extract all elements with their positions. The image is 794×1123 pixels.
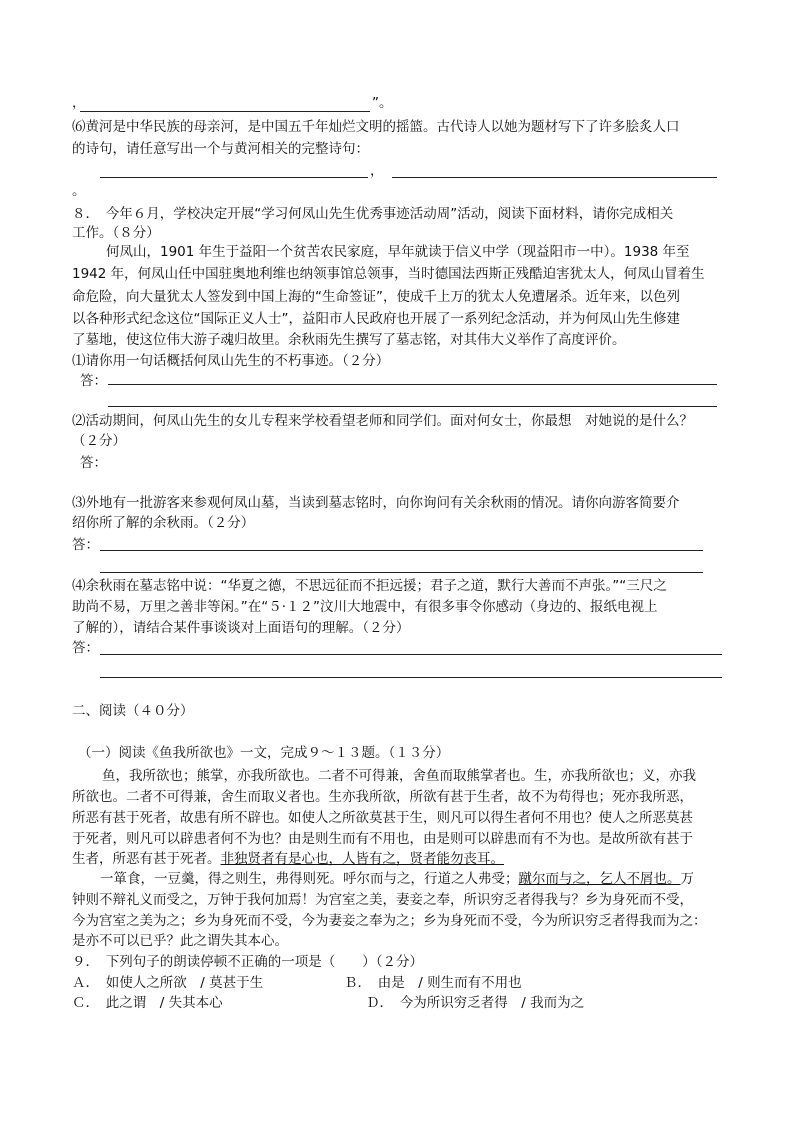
- answer-line[interactable]: [80, 111, 370, 112]
- passage-text: 万: [680, 871, 694, 887]
- answer-line[interactable]: [100, 654, 722, 655]
- q8-title-cont: 工作。（８分）: [72, 225, 160, 241]
- option-b[interactable]: Ｂ． 由是 / 则生而有不用也: [344, 975, 522, 991]
- answer-line[interactable]: [100, 572, 703, 573]
- answer-label: 答：: [72, 640, 99, 656]
- passage-line: 于死者，则凡可以辟患者何不为也？由是则生而有不用也，由是则可以辟患而有不为也。是故所欲有甚于: [72, 831, 693, 847]
- q8-material: 何凤山，1901 年生于益阳一个贫苦农民家庭，早年就读于信义中学（现益阳市一中）。1938 年至: [106, 244, 690, 260]
- answer-line[interactable]: [100, 177, 368, 178]
- answer-label: 答：: [72, 537, 99, 553]
- q8-sub4: ⑷余秋雨在墓志铭中说：“华夏之德，不思远征而不拒远援；君子之道，默行大善而不声张。”“三尺之: [72, 578, 667, 594]
- q9-stem: ９． 下列句子的朗读停顿不正确的一项是（ ）（２分）: [72, 954, 423, 970]
- option-a[interactable]: Ａ． 如使人之所欲 / 莫甚于生: [72, 975, 264, 991]
- passage-line: [100, 868, 694, 890]
- q8-material: 1942 年，何凤山任中国驻奥地利维也纳领事馆总领事，当时德国法西斯正残酷迫害犹太人，何凤山冒着生: [72, 266, 705, 282]
- passage-line: 今为宫室之美为之；乡为身死而不受，今为妻妾之奉为之；乡为身死而不受，今为所识穷乏者得我而为之：: [72, 913, 707, 929]
- passage-line: 所欲也。二者不可得兼，舍生而取义者也。生亦我所欲，所欲有甚于生者，故不为苟得也；死亦我所恶，: [72, 789, 693, 805]
- passage-underlined-text: 蹴尔而与之，乞人不屑也。: [518, 871, 681, 887]
- q8-sub4-cont: 助尚不易，万里之善非等闲。”在“５·１２”汶川大地震中，有很多事令你感动（身边的、报纸电视上: [72, 599, 658, 615]
- q8-sub2: ⑵活动期间，何凤山先生的女儿专程来学校看望老师和同学们。面对何女士，你最想 对她说的是什么？: [72, 413, 693, 429]
- item6-line2: 的诗句，请任意写出一个与黄河相关的完整诗句：: [72, 141, 369, 157]
- passage-underlined-text: 非独贤者有是心也，人皆有之，贤者能勿丧耳。: [220, 851, 504, 867]
- q8-material: 命危险，向大量犹太人签发到中国上海的“生命签证”，使成千上万的犹太人免遭屠杀。近年来，以色列: [72, 289, 680, 305]
- answer-line[interactable]: [108, 406, 717, 407]
- q8-title: ８． 今年６月，学校决定开展“学习何凤山先生优秀事迹活动周”活动，阅读下面材料，请你完成相关: [72, 206, 674, 222]
- q8-sub3: ⑶外地有一批游客来参观何凤山墓，当读到墓志铭时，向你询问有关余秋雨的情况。请你向游客简要介: [72, 495, 680, 511]
- option-d[interactable]: Ｄ． 今为所识穷乏者得 / 我而为之: [366, 995, 585, 1011]
- passage-text: 一箪食，一豆羹，得之则生，弗得则死。呼尔而与之，行道之人弗受；: [100, 871, 519, 887]
- q8-material: 以各种形式纪念这位“国际正义人士”，益阳市人民政府也开展了一系列纪念活动，并为何凤山先生修建: [72, 311, 680, 327]
- answer-label: 答：: [80, 455, 107, 471]
- passage-line: [72, 848, 504, 870]
- prev-item-end-suffix: ”。: [372, 95, 393, 111]
- prev-item-end-prefix: ，: [72, 95, 86, 111]
- answer-line[interactable]: [108, 384, 717, 385]
- passage-line: 所恶有甚于死者，故患有所不辟也。如使人之所欲莫甚于生，则凡可以得生者何不用也？使人之所恶莫甚: [72, 810, 693, 826]
- passage-line: 鱼，我所欲也；熊掌，亦我所欲也。二者不可得兼，舍鱼而取熊掌者也。生，亦我所欲也；义，亦我: [102, 768, 696, 784]
- item6-line1: ⑹黄河是中华民族的母亲河，是中国五千年灿烂文明的摇篮。古代诗人以她为题材写下了许多脍炙人口: [72, 119, 680, 135]
- item6-period: 。: [72, 183, 86, 199]
- section-heading: 二、阅读（４０分）: [72, 703, 194, 719]
- passage-line: 是亦不可以已乎？此之谓失其本心。: [72, 933, 288, 949]
- option-c[interactable]: Ｃ． 此之谓 / 失其本心: [72, 995, 223, 1011]
- answer-line[interactable]: [100, 677, 722, 678]
- q8-sub3-cont: 绍你所了解的余秋雨。（２分）: [72, 515, 255, 531]
- passage-line: 钟则不辩礼义而受之，万钟于我何加焉！为宫室之美，妻妾之奉，所识穷乏者得我与？乡为身死而不受，: [72, 892, 693, 908]
- q8-sub4-cont: 了解的），请结合某件事谈谈对上面语句的理解。（２分）: [72, 620, 410, 636]
- passage-text: 生者，所恶有甚于死者。: [72, 851, 221, 867]
- answer-line[interactable]: [392, 177, 717, 178]
- answer-label: 答：: [80, 373, 107, 389]
- q8-material: 了墓地，使这位伟大游子魂归故里。余秋雨先生撰写了墓志铭，对其伟大义举作了高度评价。: [72, 332, 626, 348]
- answer-line[interactable]: [100, 550, 703, 551]
- item6-comma: ，: [370, 163, 384, 179]
- reading-part-title: （一）阅读《鱼我所欲也》一文，完成９～１３题。（１３分）: [78, 745, 450, 761]
- q8-sub2-cont: （２分）: [72, 433, 126, 449]
- q8-sub1: ⑴请你用一句话概括何凤山先生的不朽事迹。（２分）: [72, 353, 390, 369]
